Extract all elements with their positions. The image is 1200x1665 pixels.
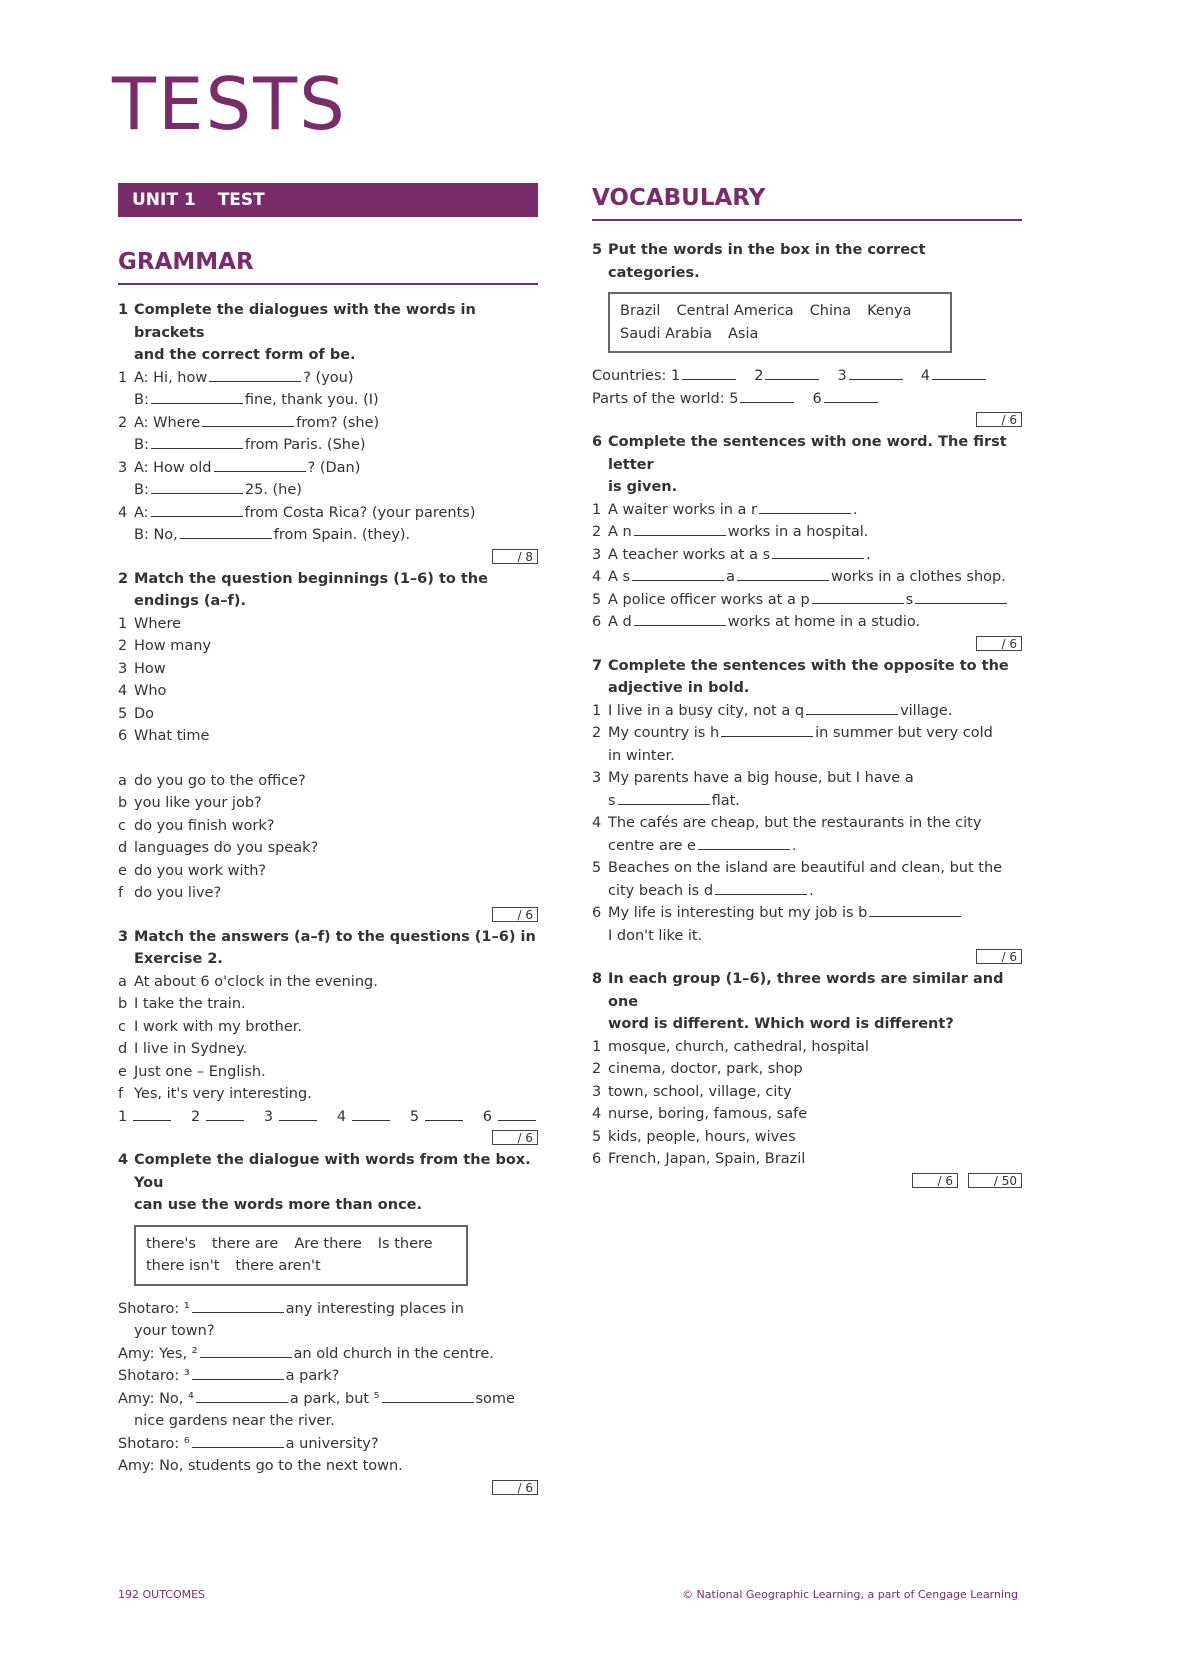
item-text: in summer but very cold [815,725,993,741]
speaker-text: Amy: Yes, ² [118,1345,198,1362]
ex7-score-box[interactable]: / 6 [976,949,1022,964]
ex7-instruction: 7 Complete the sentences with the opposite to the [592,657,1009,674]
answer-blank[interactable] [133,1106,171,1121]
list-item [118,680,538,703]
ex5-instruction: 5 Put the words in the box in the correct categories. [592,242,926,281]
vocabulary-heading: VOCABULARY [592,183,1022,221]
answer-slot [483,1106,538,1129]
item-number: 2 [118,638,128,654]
ex1-items [118,367,538,547]
item-number: 2 [592,725,602,741]
unit-label: UNIT 1 [132,190,196,210]
item-text: you like your job? [134,795,262,811]
ex5-word-box [608,292,952,353]
item-text: ? (Dan) [307,459,361,476]
list-item [592,925,1022,948]
item-number: 1 [592,501,602,518]
item-number: 6 [118,728,128,744]
answer-blank[interactable] [279,1106,317,1121]
ex8-instruction: 8 In each group (1–6), three words are similar and one [592,971,1004,1010]
item-number: 3 [592,770,602,786]
item-text: My life is interesting but my job is b [608,905,868,921]
item-number [592,790,608,813]
item-text: s [608,792,616,809]
box-word: Are there [294,1235,362,1252]
list-item [118,635,538,658]
item-number: 6 [482,1108,492,1125]
list-item [592,611,1022,634]
answer-blank[interactable] [634,611,726,626]
item-text: some [475,1390,515,1407]
item-text: Beaches on the island are beautiful and clean, but the [608,860,1003,876]
answer-blank[interactable] [715,880,807,895]
item-number: 5 [592,591,602,608]
item-number: 4 [920,368,930,384]
item-number: 2 [592,1061,602,1077]
box-word: there are [211,1235,279,1252]
item-number: 3 [263,1108,274,1125]
item-text: kids, people, hours, wives [608,1128,796,1145]
box-word: Is there [377,1235,433,1252]
item-number [118,479,134,502]
item-text: nurse, boring, famous, safe [608,1106,808,1122]
list-item [592,1103,1022,1126]
answer-slot [118,1106,173,1129]
item-number: 1 [592,702,602,719]
answer-blank[interactable] [151,479,243,494]
item-text: I live in a busy city, not a q [608,702,805,719]
ex2-instruction: 2 Match the question beginnings (1–6) to the [118,570,488,587]
answer-blank[interactable] [498,1106,536,1121]
answer-blank[interactable] [618,790,710,805]
list-item [118,971,538,994]
answer-blank[interactable] [214,457,306,472]
item-number: 5 [592,860,602,876]
list-item [592,1036,1022,1059]
ex5-score-box[interactable]: / 6 [976,412,1022,427]
list-item [592,521,1022,544]
answer-blank[interactable] [180,524,272,539]
list-item [118,434,538,457]
item-text: A police officer works at a p [608,591,810,608]
item-number: d [118,1041,128,1057]
answer-slot [410,1106,465,1129]
answer-blank[interactable] [698,835,790,850]
item-text: A: How old [134,459,212,476]
item-number: 4 [118,504,128,521]
item-number: f [118,1086,124,1102]
list-item [118,1083,538,1106]
item-text: village. [900,702,953,719]
item-text: A teacher works at a s [608,546,771,563]
speaker-text: Shotaro: ⁶ [118,1435,190,1452]
item-number [118,524,134,547]
answer-blank[interactable] [915,589,1007,604]
answer-blank[interactable] [849,365,903,380]
item-text: works in a hospital. [727,524,869,540]
item-text: . [866,546,871,563]
item-text: B: [134,392,149,408]
item-text: from? (she) [296,414,380,431]
item-text: A waiter works in a r [608,501,758,518]
box-word: Central America [676,303,794,319]
list-item [118,815,538,838]
item-number: 3 [837,368,847,384]
item-number: 3 [592,546,602,563]
answer-blank[interactable] [634,521,726,536]
item-text: A: Where [134,414,201,431]
ex4-word-box [134,1225,468,1286]
item-text: a [726,569,735,585]
ex1-score-box[interactable]: / 8 [492,549,538,564]
page-title: TESTS [112,62,347,146]
item-text: I live in Sydney. [134,1041,248,1057]
item-number: a [118,772,127,789]
list-item [118,1016,538,1039]
list-item [118,1061,538,1084]
answer-blank[interactable] [932,365,986,380]
ex8-items [592,1036,1022,1171]
item-text: A s [608,569,631,585]
answer-blank[interactable] [812,589,904,604]
grammar-heading: GRAMMAR [118,247,538,285]
item-text: from Costa Rica? (your parents) [244,504,476,521]
item-number [592,835,608,858]
item-number: d [118,840,128,856]
item-number: 1 [118,615,128,632]
list-item [118,703,538,726]
item-number: 3 [118,459,128,476]
item-text: B: [134,437,149,453]
dialogue-line [118,1365,538,1388]
item-text: I work with my brother. [134,1018,303,1035]
item-text: a university? [285,1435,379,1452]
list-item [592,1126,1022,1149]
list-item [118,860,538,883]
item-text: 25. (he) [244,482,302,498]
answer-blank[interactable] [206,1106,244,1121]
list-item [118,1038,538,1061]
box-word: China [809,303,852,319]
list-item [118,524,538,547]
item-number: c [118,1018,126,1035]
list-item [592,566,1022,589]
list-item [592,589,1022,612]
item-text: The cafés are cheap, but the restaurants in the city [608,815,982,831]
footer-copyright: © National Geographic Learning, a part of Cengage Learning [682,1588,1018,1601]
box-word: Asia [728,325,759,342]
list-item [592,812,1022,835]
answer-blank[interactable] [151,389,243,404]
answer-blank[interactable] [352,1106,390,1121]
item-number: b [118,795,128,811]
item-text: My country is h [608,725,720,741]
item-text: A: [134,504,149,521]
item-text: mosque, church, cathedral, hospital [608,1038,869,1055]
box-word: there's [146,1235,196,1252]
answer-blank[interactable] [737,566,829,581]
item-number: 4 [592,815,602,831]
item-number [118,389,134,412]
item-text: works at home in a studio. [727,614,921,630]
item-text: ? (you) [303,369,354,386]
item-text: Where [134,615,182,632]
answer-blank[interactable] [772,544,864,559]
item-number: 1 [118,369,128,386]
ex5-countries-row: Countries: 1 2 3 4 [592,365,1022,388]
item-text: Yes, it's very interesting. [134,1086,312,1102]
item-text: nice gardens near the river. [134,1413,335,1429]
item-text: do you live? [134,885,222,901]
answer-blank[interactable] [151,434,243,449]
item-number: b [118,996,128,1012]
ex6-items [592,499,1022,634]
answer-blank[interactable] [151,502,243,517]
dialogue-line [118,1343,538,1366]
item-number: 4 [118,683,128,699]
item-number [118,434,134,457]
answer-blank[interactable] [209,367,301,382]
item-number: c [118,817,126,834]
item-text: . [791,837,797,854]
item-number: 2 [754,368,764,384]
answer-blank[interactable] [869,902,961,917]
ex4-score-box[interactable]: / 6 [492,1480,538,1495]
item-text: in winter. [608,747,675,764]
item-text: A: Hi, how [134,369,208,386]
answer-blank[interactable] [196,1388,288,1403]
answer-blank[interactable] [824,388,878,403]
ex3-answers [118,971,538,1106]
ex8-score-box[interactable]: / 6 [912,1173,958,1188]
item-number [592,745,608,768]
item-text: centre are e [608,837,696,854]
item-number: 6 [592,1151,602,1167]
unit-test-label: TEST [217,190,265,210]
answer-blank[interactable] [192,1365,284,1380]
list-item [118,613,538,636]
item-text: from Paris. (She) [244,437,366,453]
list-item [592,722,1022,745]
item-text: . [809,882,814,899]
list-item [118,882,538,905]
list-item [118,412,538,435]
left-column: UNIT 1 TEST GRAMMAR 1 Complete the dialogues with the words in brackets and the correct form of be. 1 A: Hi, how ? (you) B: fine, thank you. (I) 2 A: Where from? (she) B: from Paris. (She) 3 A: How old ? (Dan) B: 25. (he) 4 A: from Costa Rica? (your parents) B: No, from Spain. (they). / 8 2 Match the question beginnings (1–6) to the endings (a–f). 1 Where 2 How many 3 How 4 Who 5 Do 6 What time a do you go to the office? b you like your job? c do you finish work? d languages do you speak? e do you work with? f do you live? / 6 3 Match the answers (a–f) to the questions (1–6) in Exercise 2. a At about 6 o'clock in the evening. b I take the train. c I work with my brother. d I live in Sydney. e Just one – English. f Yes, it's very interesting. 1 2 3 4 5 6 / 6 4 Complete the dialogue with words from the box. You can use the words more than once. there's there are Are there Is there there isn't there aren't Shotaro: ¹ any interesting places in your town? Amy: Yes, ² an old church in the centre. Shotaro: ³ a park? Amy: No, ⁴ a park, but ⁵ some nice gardens near the river. Shotaro: ⁶ a university? Amy: No, students go to the next town. / 6 [118,183,538,1499]
item-text: B: No, [134,527,178,543]
ex5-parts-row: Parts of the world: 5 6 [592,388,1022,411]
box-word: Brazil [620,303,661,319]
answer-blank[interactable] [721,722,813,737]
item-text: any interesting places in [285,1300,464,1317]
item-text: At about 6 o'clock in the evening. [134,973,378,990]
item-number: 6 [592,905,602,921]
item-number: 5 [409,1108,420,1125]
item-text: A d [608,614,632,630]
ex6-score-box[interactable]: / 6 [976,636,1022,651]
list-item [118,725,538,748]
item-number: 4 [336,1108,347,1125]
answer-blank[interactable] [806,700,898,715]
item-text: B: [134,482,149,498]
answer-blank[interactable] [192,1433,284,1448]
ex2-beginnings [118,613,538,748]
answer-slot [191,1106,246,1129]
item-number: 2 [118,414,128,431]
list-item [592,790,1022,813]
answer-blank[interactable] [192,1298,284,1313]
dialogue-line [118,1320,538,1343]
item-number: 5 [592,1128,602,1145]
answer-blank[interactable] [682,365,736,380]
list-item [118,770,538,793]
ex3-score-box[interactable]: / 6 [492,1130,538,1145]
item-number: 2 [190,1108,201,1125]
ex4-dialogue [118,1298,538,1478]
dialogue-line [118,1433,538,1456]
speaker-text: Shotaro: ³ [118,1368,190,1384]
item-text: a park? [285,1368,340,1384]
speaker-text: Shotaro: ¹ [118,1300,190,1317]
dialogue-line [118,1298,538,1321]
item-text: do you work with? [134,862,267,879]
item-number [592,880,608,903]
item-text: How [134,660,166,677]
item-text: What time [134,728,210,744]
item-text: I take the train. [134,996,246,1012]
item-text: works in a clothes shop. [830,569,1006,585]
item-number: 3 [592,1083,602,1100]
item-number: 4 [592,1106,602,1122]
list-item [592,499,1022,522]
answer-slot [264,1106,319,1129]
dialogue-line [118,1388,538,1411]
item-text: a park, but ⁵ [289,1390,380,1407]
list-item [118,658,538,681]
box-word: there aren't [235,1258,321,1274]
list-item [118,993,538,1016]
answer-blank[interactable] [425,1106,463,1121]
list-item [592,745,1022,768]
list-item [592,700,1022,723]
item-text: Do [134,705,155,722]
item-text: Who [134,683,167,699]
ex3-answer-row [118,1106,538,1129]
footer-page-number: 192 OUTCOMES [118,1588,206,1601]
item-number: 3 [118,660,128,677]
item-text: French, Japan, Spain, Brazil [608,1151,806,1167]
item-text: city beach is d [608,882,714,899]
ex2-endings [118,770,538,905]
answer-blank[interactable] [740,388,794,403]
item-number: e [118,1063,127,1080]
list-item [118,502,538,525]
answer-blank[interactable] [632,566,724,581]
unit-banner [118,183,538,217]
ex4-instruction: 4 Complete the dialogue with words from the box. You [118,1152,531,1191]
item-number: 2 [592,524,602,540]
answer-blank[interactable] [765,365,819,380]
box-word: Kenya [867,303,912,319]
list-item [592,1081,1022,1104]
ex7-items [592,700,1022,948]
list-item [118,367,538,390]
right-column: VOCABULARY 5 Put the words in the box in the correct categories. Brazil Central America China Kenya Saudi Arabia Asia Countries: 1 2 3 4 Parts of the world: 5 6 / 6 6 Complete the sentences with one word. The first letter is given. 1 A waiter works in a r . 2 A n works in a hospital. 3 A teacher works at a s . 4 A s a works in a clothes shop. 5 A police officer works at a p s 6 A d works at home in a studio. / 6 7 Complete the sentences with the opposite to the adjective in bold. 1 I live in a busy city, not a q village. 2 My country is h in summer but very cold in winter. 3 My parents have a big house, but I have a s flat. 4 The cafés are cheap, but the restaurants in the city centre are e . 5 Beaches on the island are beautiful and clean, but the city beach is d . 6 My life is interesting but my job is b I don't like it. / 6 8 In each group (1–6), three words are similar and one word is different. Which word is different? 1 mosque, church, cathedral, hospital 2 cinema, doctor, park, shop 3 town, school, village, city 4 nurse, boring, famous, safe 5 kids, people, hours, wives 6 French, Japan, Spain, Brazil / 6 / 50 [592,183,1022,1192]
list-item [592,880,1022,903]
list-item [592,857,1022,880]
list-item [592,767,1022,790]
dialogue-line [118,1410,538,1433]
speaker-text: Amy: No, ⁴ [118,1390,194,1407]
box-word: there isn't [146,1258,220,1274]
answer-blank[interactable] [382,1388,474,1403]
ex3-instruction: 3 Match the answers (a–f) to the questions (1–6) in [118,928,536,945]
item-text: A n [608,524,632,540]
item-text: from Spain. (they). [273,527,411,543]
item-text: fine, thank you. (I) [244,392,379,408]
item-number: 1 [592,1038,602,1055]
item-number: 4 [592,569,602,585]
ex6-instruction: 6 Complete the sentences with one word. The first letter [592,434,1007,473]
item-text: flat. [711,792,740,809]
item-text: My parents have a big house, but I have a [608,770,914,786]
list-item [592,835,1022,858]
ex1-instruction: 1 Complete the dialogues with the words in brackets [118,302,476,341]
answer-blank[interactable] [202,412,294,427]
item-text: do you go to the office? [134,772,306,789]
item-text: Just one – English. [134,1063,266,1080]
item-text: languages do you speak? [134,840,319,856]
list-item [118,389,538,412]
answer-slot [337,1106,392,1129]
list-item [592,1058,1022,1081]
item-text: do you finish work? [134,817,275,834]
item-number: a [118,973,127,990]
dialogue-line [118,1455,538,1478]
box-word: Saudi Arabia [620,325,713,342]
item-text: your town? [134,1323,215,1339]
total-score-box[interactable]: / 50 [968,1173,1022,1188]
ex2-score-box[interactable]: / 6 [492,907,538,922]
item-number: 6 [592,614,602,630]
item-text: cinema, doctor, park, shop [608,1061,803,1077]
item-number [592,925,608,948]
item-number: e [118,862,127,879]
item-text: I don't like it. [608,927,703,944]
item-text: Amy: No, students go to the next town. [118,1458,403,1474]
item-text: town, school, village, city [608,1083,792,1100]
item-text: . [853,501,858,518]
item-number: f [118,885,124,901]
list-item [118,837,538,860]
list-item [118,457,538,480]
list-item [592,544,1022,567]
answer-blank[interactable] [200,1343,292,1358]
list-item [592,1148,1022,1171]
answer-blank[interactable] [759,499,851,514]
list-item [592,902,1022,925]
item-text: an old church in the centre. [293,1345,494,1362]
item-text: s [905,591,914,608]
list-item [118,792,538,815]
item-text: How many [134,638,212,654]
item-number: 1 [118,1108,128,1125]
list-item [118,479,538,502]
item-number: 5 [118,705,128,722]
